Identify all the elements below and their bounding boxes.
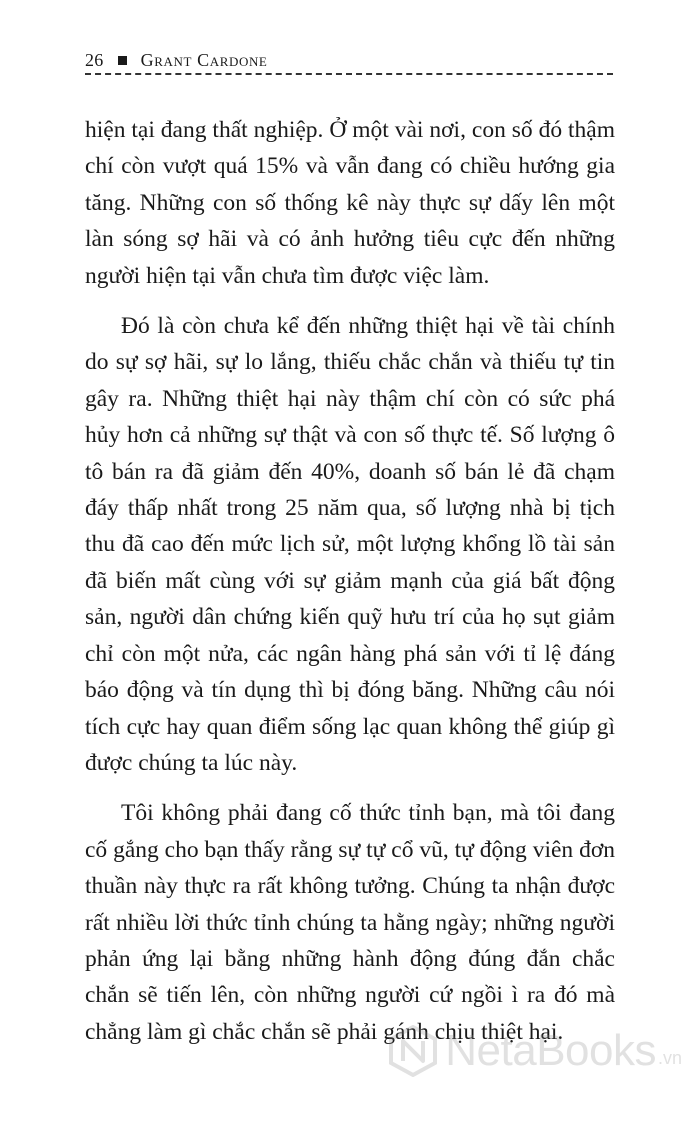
netabooks-logo-icon (387, 1025, 439, 1077)
paragraph-2: Đó là còn chưa kể đến những thiệt hại về tài chính do sự sợ hãi, sự lo lắng, thiếu chắc chắn và thiếu tự tin gây ra. Những thiệt hại này thậm chí còn có sức phá hủy hơn cả những sự thật và con số thực tế. Số lượng ô tô bán ra đã giảm đến 40%, doanh số bán lẻ đã chạm đáy thấp nhất trong 25 năm qua, số lượng nhà bị tịch thu đã cao đến mức lịch sử, một lượng khổng lồ tài sản đã biến mất cùng với sự giảm mạnh của giá bất động sản, người dân chứng kiến quỹ hưu trí của họ sụt giảm chỉ còn một nửa, các ngân hàng phá sản với tỉ lệ đáng báo động và tín dụng thì bị đóng băng. Những câu nói tích cực hay quan điểm sống lạc quan không thể giúp gì được chúng ta lúc này. (85, 313, 615, 776)
page-number: 26 (85, 49, 104, 70)
header-author: Grant Cardone (140, 49, 268, 70)
watermark-brand: NetaBooks (445, 1026, 656, 1075)
square-bullet-icon (118, 56, 127, 65)
running-header (85, 44, 615, 76)
paragraph-1: hiện tại đang thất nghiệp. Ở một vài nơi, con số đó thậm chí còn vượt quá 15% và vẫn đang có chiều hướng gia tăng. Những con số thống kê này thực sự dấy lên một làn sóng sợ hãi và có ảnh hưởng tiêu cực đến những người hiện tại vẫn chưa tìm được việc làm. (85, 117, 615, 289)
watermark-suffix: .vn (657, 1048, 682, 1068)
body-text (85, 112, 615, 1064)
watermark (387, 1025, 682, 1077)
header-divider (85, 73, 613, 75)
paragraph-3: Tôi không phải đang cố thức tỉnh bạn, mà tôi đang cố gắng cho bạn thấy rằng sự tự cổ vũ, tự động viên đơn thuần này thực ra rất không tưởng. Chúng ta nhận được rất nhiều lời thức tỉnh chúng ta hằng ngày; những người phản ứng lại bằng những hành động đúng đắn chắc chắn sẽ tiến lên, còn những người cứ ngồi ì ra đó mà chẳng làm gì chắc chắn sẽ phải gánh chịu thiệt hại. (85, 800, 615, 1045)
